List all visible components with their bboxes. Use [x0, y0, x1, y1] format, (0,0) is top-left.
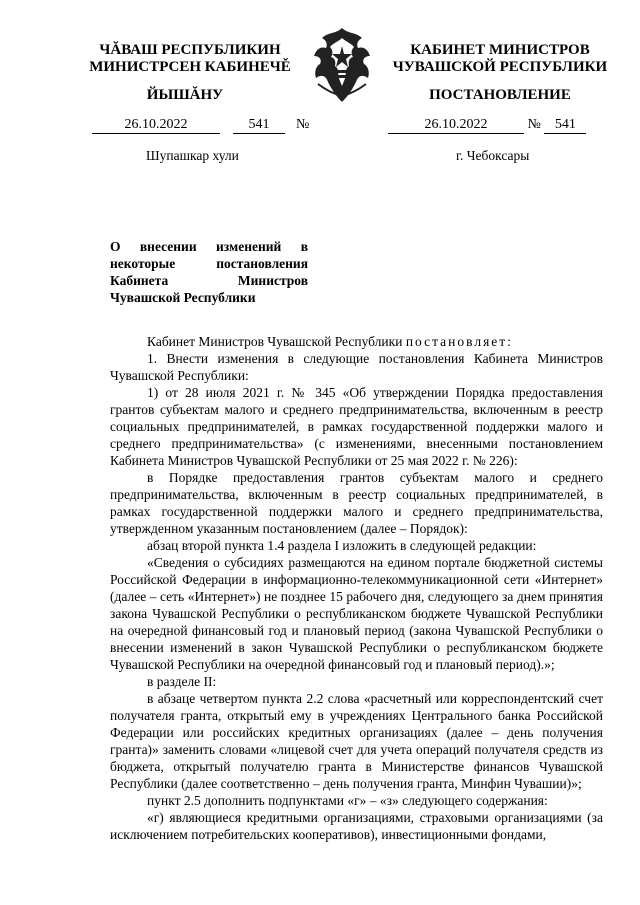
number-sign-right: №	[527, 117, 541, 132]
header-left	[85, 42, 295, 76]
header-right	[380, 42, 620, 76]
paragraph: 1. Внести изменения в следующие постановления Кабинета Министров Чувашской Республики:	[110, 351, 603, 383]
doctype-right: ПОСТАНОВЛЕНИЕ	[429, 87, 571, 103]
paragraph: «Сведения о субсидиях размещаются на едином портале бюджетной системы Российской Федерации в информационно-телекоммуникационной сети «Интернет» (далее – сеть «Интернет») не позднее 15 рабочего дня, следующего за днем принятия закона Чувашской Республики о республиканском бюджете Чувашской Республики на очередной финансовый год и плановый период (закона Чувашской Республики о внесении изменений в закон Чувашской Республики о республиканском бюджете Чувашской Республики на очередной финансовый год и плановый период).»;	[110, 555, 603, 672]
header-right-line1: КАБИНЕТ МИНИСТРОВ	[410, 42, 590, 58]
date-number-left	[92, 117, 309, 137]
header-right-line2: ЧУВАШСКОЙ РЕСПУБЛИКИ	[392, 59, 608, 75]
paragraph: в Порядке предоставления грантов субъектам малого и среднего предпринимательства, включенным в реестр социальных предпринимателей, в рамках государственной поддержки малого и среднего предпринимательства, утвержденном указанным постановлением (далее – Порядок):	[110, 470, 603, 536]
paragraph: абзац второй пункта 1.4 раздела I изложить в следующей редакции:	[147, 538, 537, 553]
paragraph: 1) от 28 июля 2021 г. № 345 «Об утверждении Порядка предоставления грантов субъектам малого и среднего предпринимательства, включенным в реестр социальных предпринимателей, в рамках государственной поддержки малого и среднего предпринимательства» (с изменениями, внесенными постановлением Кабинета Министров Чувашской Республики от 25 мая 2022 г. № 226):	[110, 385, 603, 468]
lead-verb: постановляет:	[405, 334, 513, 349]
paragraph: в разделе II:	[147, 674, 217, 689]
paragraph: в абзаце четвертом пункта 2.2 слова «расчетный или корреспондентский счет получателя гранта, открытый ему в учреждениях Центрального банка Российской Федерации или российских кредитных организациях (далее – день получения гранта)» заменить словами «лицевой счет для учета операций получателя средств из бюджета, открытый получателю гранта в Министерстве финансов Чувашской Республики (далее соответственно – день получения гранта, Минфин Чувашии)»;	[110, 691, 603, 791]
document-body	[110, 333, 603, 843]
city-left: Шупашкар хули	[146, 148, 239, 163]
date-right: 26.10.2022	[388, 117, 524, 134]
header-left-line1: ЧĂВАШ РЕСПУБЛИКИН	[99, 42, 281, 58]
number-left: 541	[233, 117, 285, 134]
number-sign-left: №	[296, 117, 310, 132]
lead-paragraph	[110, 333, 603, 350]
date-number-right	[388, 117, 586, 137]
lead-text: Кабинет Министров Чувашской Республики	[147, 334, 403, 349]
doctype-left: ЙЫШĂНУ	[146, 87, 224, 103]
header-left-line2: МИНИСТРСЕН КАБИНЕЧĚ	[89, 59, 291, 75]
city-right: г. Чебоксары	[456, 148, 530, 163]
paragraph: пункт 2.5 дополнить подпунктами «г» – «з» следующего содержания:	[147, 793, 548, 808]
coat-of-arms-icon	[306, 24, 378, 106]
paragraph: «г) являющиеся кредитными организациями, страховыми организациями (за исключением потребительских кооперативов), инвестиционными фондами,	[110, 810, 603, 842]
number-right: 541	[544, 117, 586, 134]
date-left: 26.10.2022	[92, 117, 220, 134]
document-title: О внесении изменений в некоторые постановления Кабинета Министров Чувашской Республики	[110, 239, 308, 305]
